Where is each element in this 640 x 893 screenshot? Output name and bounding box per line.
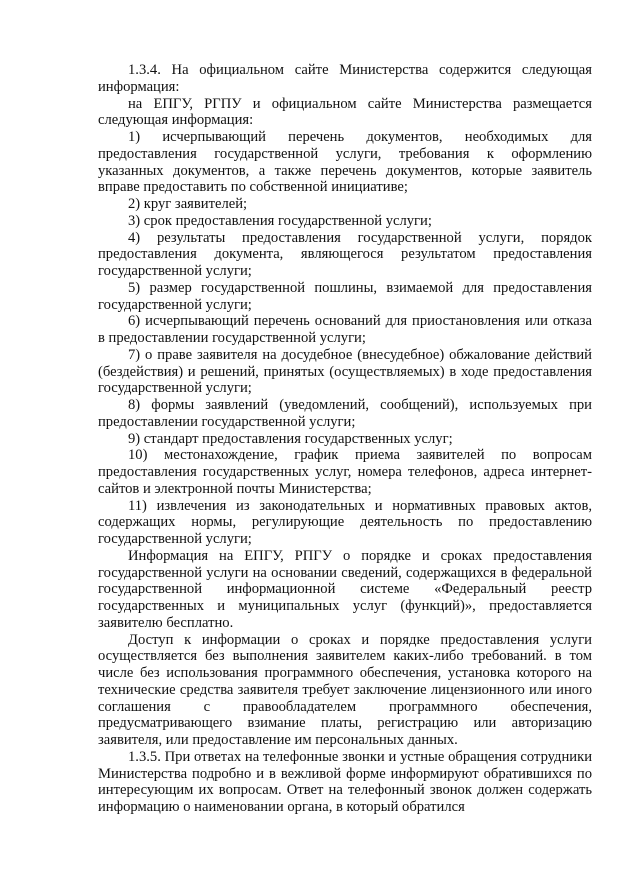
list-item-6: 6) исчерпывающий перечень оснований для приостановления или отказа в предоставлении государственной услуги; [98, 313, 592, 346]
list-item-4: 4) результаты предоставления государственной услуги, порядок предоставления документа, являющегося результатом предоставления государственной услуги; [98, 229, 592, 279]
paragraph-1-3-4-heading: 1.3.4. На официальном сайте Министерства содержится следующая информация: [98, 62, 592, 95]
paragraph-free-info: Информация на ЕПГУ, РПГУ о порядке и сроках предоставления государственной услуги на основании сведений, содержащихся в федеральной государственной информационной системе «Федеральный реестр государственных и муниципальных услуг (функций)», предоставляется заявителю бесплатно. [98, 547, 592, 631]
list-item-1: 1) исчерпывающий перечень документов, необходимых для предоставления государственной услуги, требования к оформлению указанных документов, а также перечень документов, которые заявитель вправе предоставить по собственной инициативе; [98, 129, 592, 196]
list-item-2: 2) круг заявителей; [128, 196, 248, 212]
paragraph-info-intro: на ЕПГУ, РГПУ и официальном сайте Министерства размещается следующая информация: [98, 95, 592, 129]
list-item-10: 10) местонахождение, график приема заявителей по вопросам предоставления государственных услуг, номера телефонов, адреса интернет-сайтов и электронной почты Министерства; [98, 447, 592, 497]
paragraph-access-info: Доступ к информации о сроках и порядке предоставления услуги осуществляется без выполнения заявителем каких-либо требований. в том числе без использования программного обеспечения, установка которого на технические средства заявителя требует заключение лицензионного или иного соглашения с правообладателем программного обеспечения, предусматривающего взимание платы, регистрацию или авторизацию заявителя, или предоставление им персональных данных. [98, 631, 592, 748]
list-item-3: 3) срок предоставления государственной услуги; [128, 212, 432, 229]
paragraph-1-3-5: 1.3.5. При ответах на телефонные звонки и устные обращения сотрудники Министерства подробно и в вежливой форме информируют обратившихся по интересующим их вопросам. Ответ на телефонный звонок должен содержать информацию о наименовании органа, в который обратился [98, 748, 592, 815]
list-item-9: 9) стандарт предоставления государственных услуг; [128, 430, 453, 447]
list-item-8: 8) формы заявлений (уведомлений, сообщений), используемых при предоставлении государственной услуги; [98, 397, 592, 430]
list-item-7: 7) о праве заявителя на досудебное (внесудебное) обжалование действий (бездействия) и решений, принятых (осуществляемых) в ходе предоставления государственной услуги; [98, 346, 592, 397]
document-page [98, 62, 592, 816]
list-item-5: 5) размер государственной пошлины, взимаемой для предоставления государственной услуги; [98, 279, 592, 313]
list-item-11: 11) извлечения из законодательных и нормативных правовых актов, содержащих нормы, регулирующие деятельность по предоставлению государственной услуги; [98, 497, 592, 547]
